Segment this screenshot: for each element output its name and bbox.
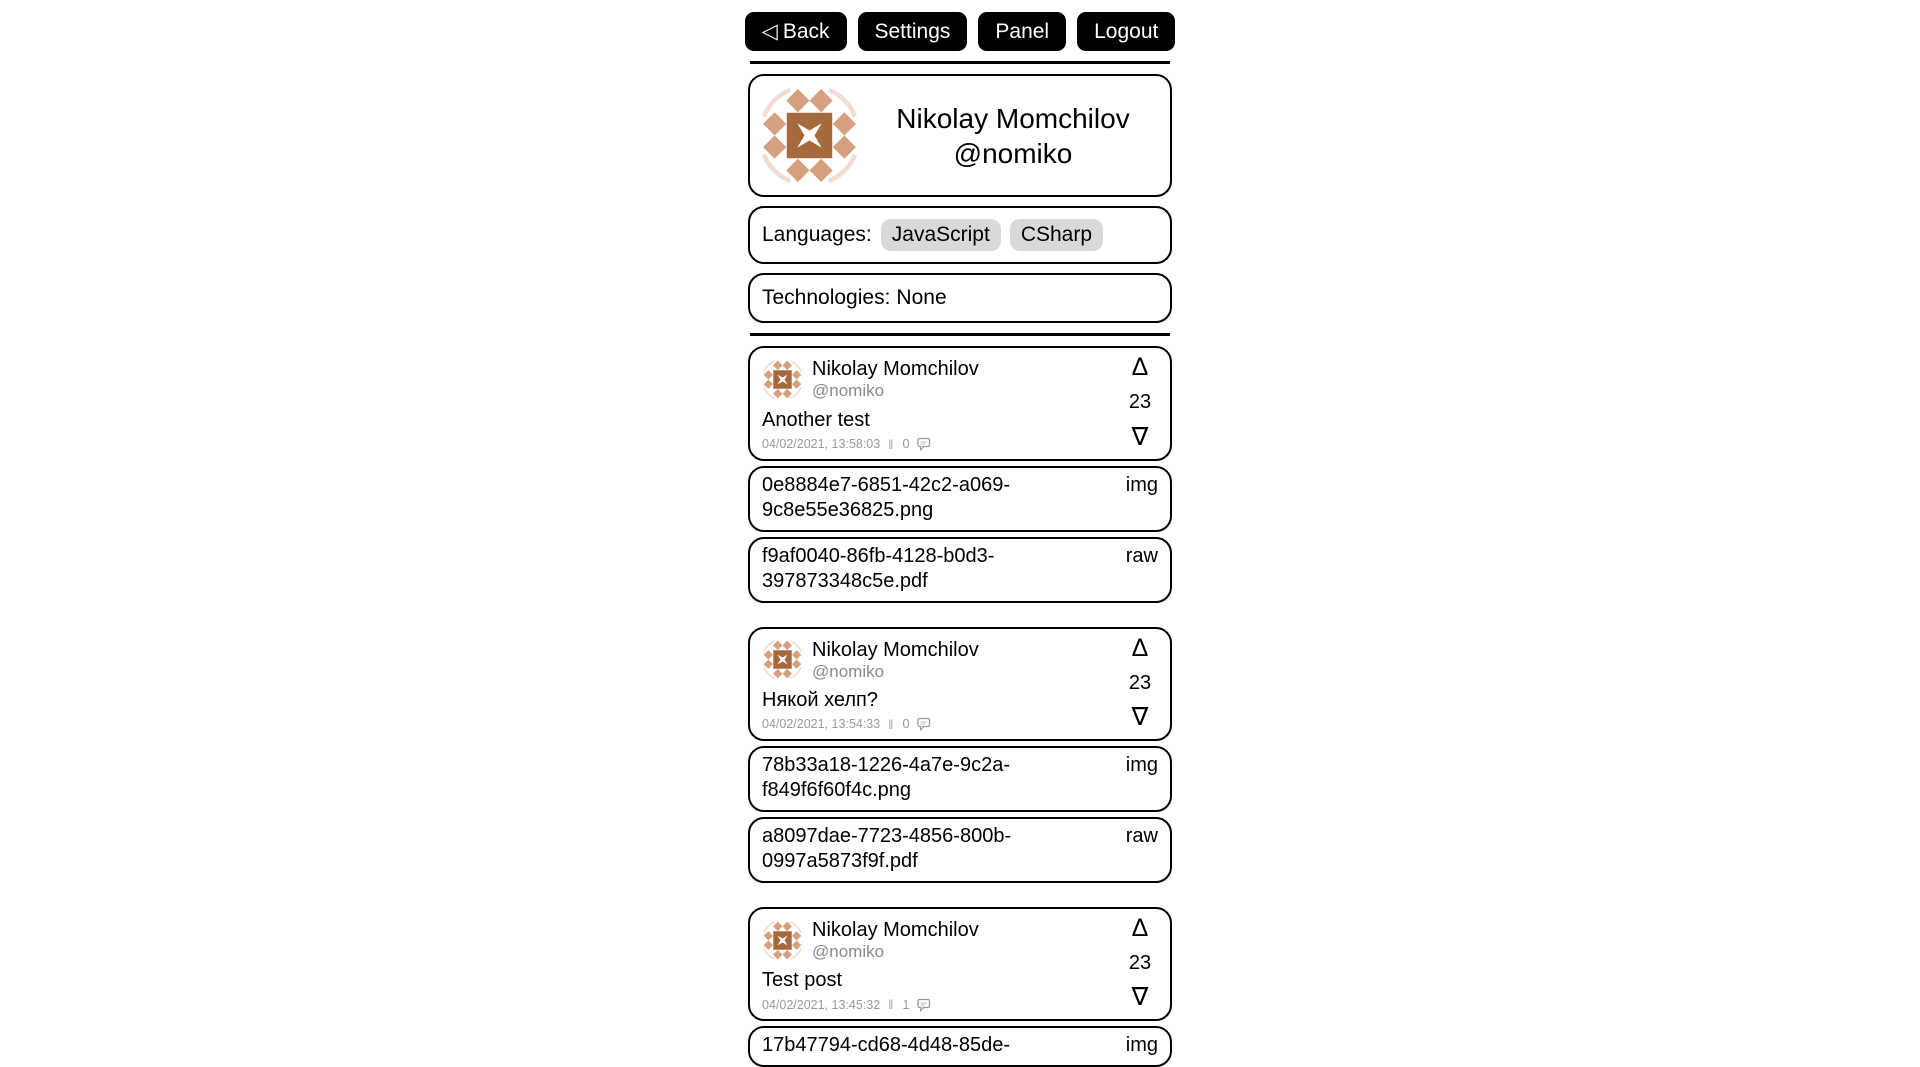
post-timestamp: 04/02/2021, 13:54:33 bbox=[762, 717, 881, 732]
profile-handle: @nomiko bbox=[953, 137, 1073, 169]
attachments-list bbox=[748, 1026, 1172, 1067]
posts-list bbox=[748, 346, 1172, 1067]
comment-count: 1 bbox=[902, 997, 910, 1012]
post-meta bbox=[762, 437, 1110, 452]
attachment-type-label: img bbox=[1125, 473, 1158, 496]
meta-separator: ‖ bbox=[888, 436, 894, 452]
post-names bbox=[812, 357, 979, 401]
comments-icon bbox=[917, 717, 931, 731]
post-author: Nikolay Momchilov bbox=[812, 918, 979, 941]
logout-button-label: Logout bbox=[1094, 20, 1159, 43]
attachment-type-label: img bbox=[1125, 1034, 1158, 1057]
vote-controls bbox=[1122, 633, 1158, 731]
post-timestamp: 04/02/2021, 13:45:32 bbox=[762, 997, 881, 1012]
comments-icon bbox=[917, 998, 931, 1012]
content-column bbox=[748, 0, 1172, 1067]
attachment-row[interactable] bbox=[748, 817, 1172, 883]
post-header bbox=[762, 918, 1110, 962]
back-button-label: Back bbox=[782, 20, 830, 43]
post-group bbox=[748, 627, 1172, 883]
post-handle: @nomiko bbox=[812, 941, 885, 961]
post-card[interactable] bbox=[748, 907, 1172, 1021]
profile-name: Nikolay Momchilov bbox=[896, 102, 1130, 134]
attachments-list bbox=[748, 746, 1172, 883]
post-avatar-identicon bbox=[762, 920, 803, 961]
language-badge-csharp: CSharp bbox=[1010, 219, 1103, 251]
attachment-type-label: raw bbox=[1125, 824, 1158, 847]
attachment-type-label: raw bbox=[1125, 544, 1158, 567]
meta-separator: ‖ bbox=[888, 997, 894, 1013]
upvote-button[interactable]: Δ bbox=[1131, 353, 1149, 382]
comment-count: 0 bbox=[902, 437, 910, 452]
back-arrow-icon: ◁ bbox=[761, 20, 778, 43]
settings-button[interactable] bbox=[858, 12, 968, 51]
post-group bbox=[748, 346, 1172, 602]
post-group bbox=[748, 907, 1172, 1067]
technologies-label: Technologies: bbox=[762, 286, 891, 310]
vote-score: 23 bbox=[1128, 391, 1152, 414]
attachment-row[interactable] bbox=[748, 466, 1172, 532]
back-button[interactable] bbox=[745, 12, 847, 51]
attachment-filename: f9af0040-86fb-4128-b0d3-397873348c5e.pdf bbox=[762, 544, 995, 592]
top-divider bbox=[750, 61, 1170, 64]
downvote-button[interactable]: ∇ bbox=[1131, 422, 1149, 451]
panel-button[interactable] bbox=[978, 12, 1066, 51]
post-handle: @nomiko bbox=[812, 661, 885, 681]
upvote-button[interactable]: Δ bbox=[1131, 913, 1149, 942]
attachment-type-label: img bbox=[1125, 753, 1158, 776]
languages-label: Languages: bbox=[762, 223, 872, 247]
upvote-button[interactable]: Δ bbox=[1131, 633, 1149, 662]
post-handle: @nomiko bbox=[812, 381, 885, 401]
post-avatar-identicon bbox=[762, 639, 803, 680]
language-badge-javascript: JavaScript bbox=[881, 219, 1001, 251]
post-header bbox=[762, 638, 1110, 682]
panel-button-label: Panel bbox=[995, 20, 1050, 43]
posts-divider bbox=[750, 333, 1170, 336]
vote-controls bbox=[1122, 355, 1158, 449]
attachment-filename: a8097dae-7723-4856-800b-0997a5873f9f.pdf bbox=[762, 824, 1012, 872]
downvote-button[interactable]: ∇ bbox=[1131, 702, 1149, 731]
post-card[interactable] bbox=[748, 346, 1172, 460]
post-card[interactable] bbox=[748, 627, 1172, 741]
profile-names bbox=[868, 101, 1158, 171]
technologies-card bbox=[748, 273, 1172, 323]
attachment-filename: 0e8884e7-6851-42c2-a069-9c8e55e36825.png bbox=[762, 473, 1010, 521]
vote-controls bbox=[1122, 913, 1158, 1012]
attachment-filename: 17b47794-cd68-4d48-85de- bbox=[762, 1034, 1010, 1057]
vote-score: 23 bbox=[1128, 952, 1152, 975]
profile-card bbox=[748, 74, 1172, 197]
attachment-row[interactable] bbox=[748, 537, 1172, 603]
comments-icon bbox=[917, 437, 931, 451]
post-author: Nikolay Momchilov bbox=[812, 638, 979, 661]
attachment-row[interactable] bbox=[748, 746, 1172, 812]
downvote-button[interactable]: ∇ bbox=[1131, 983, 1149, 1012]
post-title: Another test bbox=[762, 408, 870, 431]
post-title: Някой хелп? bbox=[762, 688, 878, 711]
nav-bar bbox=[748, 0, 1172, 51]
post-title: Test post bbox=[762, 969, 843, 992]
meta-separator: ‖ bbox=[888, 716, 894, 732]
technologies-value: None bbox=[896, 286, 947, 310]
post-header bbox=[762, 357, 1110, 401]
attachment-filename: 78b33a18-1226-4a7e-9c2a-f849f6f60f4c.png bbox=[762, 753, 1010, 801]
comment-count: 0 bbox=[902, 717, 910, 732]
attachment-row[interactable] bbox=[748, 1026, 1172, 1067]
profile-avatar-identicon bbox=[759, 85, 860, 186]
post-names bbox=[812, 918, 979, 962]
post-names bbox=[812, 638, 979, 682]
languages-card bbox=[748, 206, 1172, 264]
post-meta bbox=[762, 997, 1110, 1012]
post-author: Nikolay Momchilov bbox=[812, 358, 979, 381]
attachments-list bbox=[748, 466, 1172, 603]
post-timestamp: 04/02/2021, 13:58:03 bbox=[762, 437, 881, 452]
settings-button-label: Settings bbox=[874, 20, 951, 43]
vote-score: 23 bbox=[1128, 671, 1152, 694]
post-meta bbox=[762, 717, 1110, 732]
logout-button[interactable] bbox=[1077, 12, 1175, 51]
post-avatar-identicon bbox=[762, 359, 803, 400]
